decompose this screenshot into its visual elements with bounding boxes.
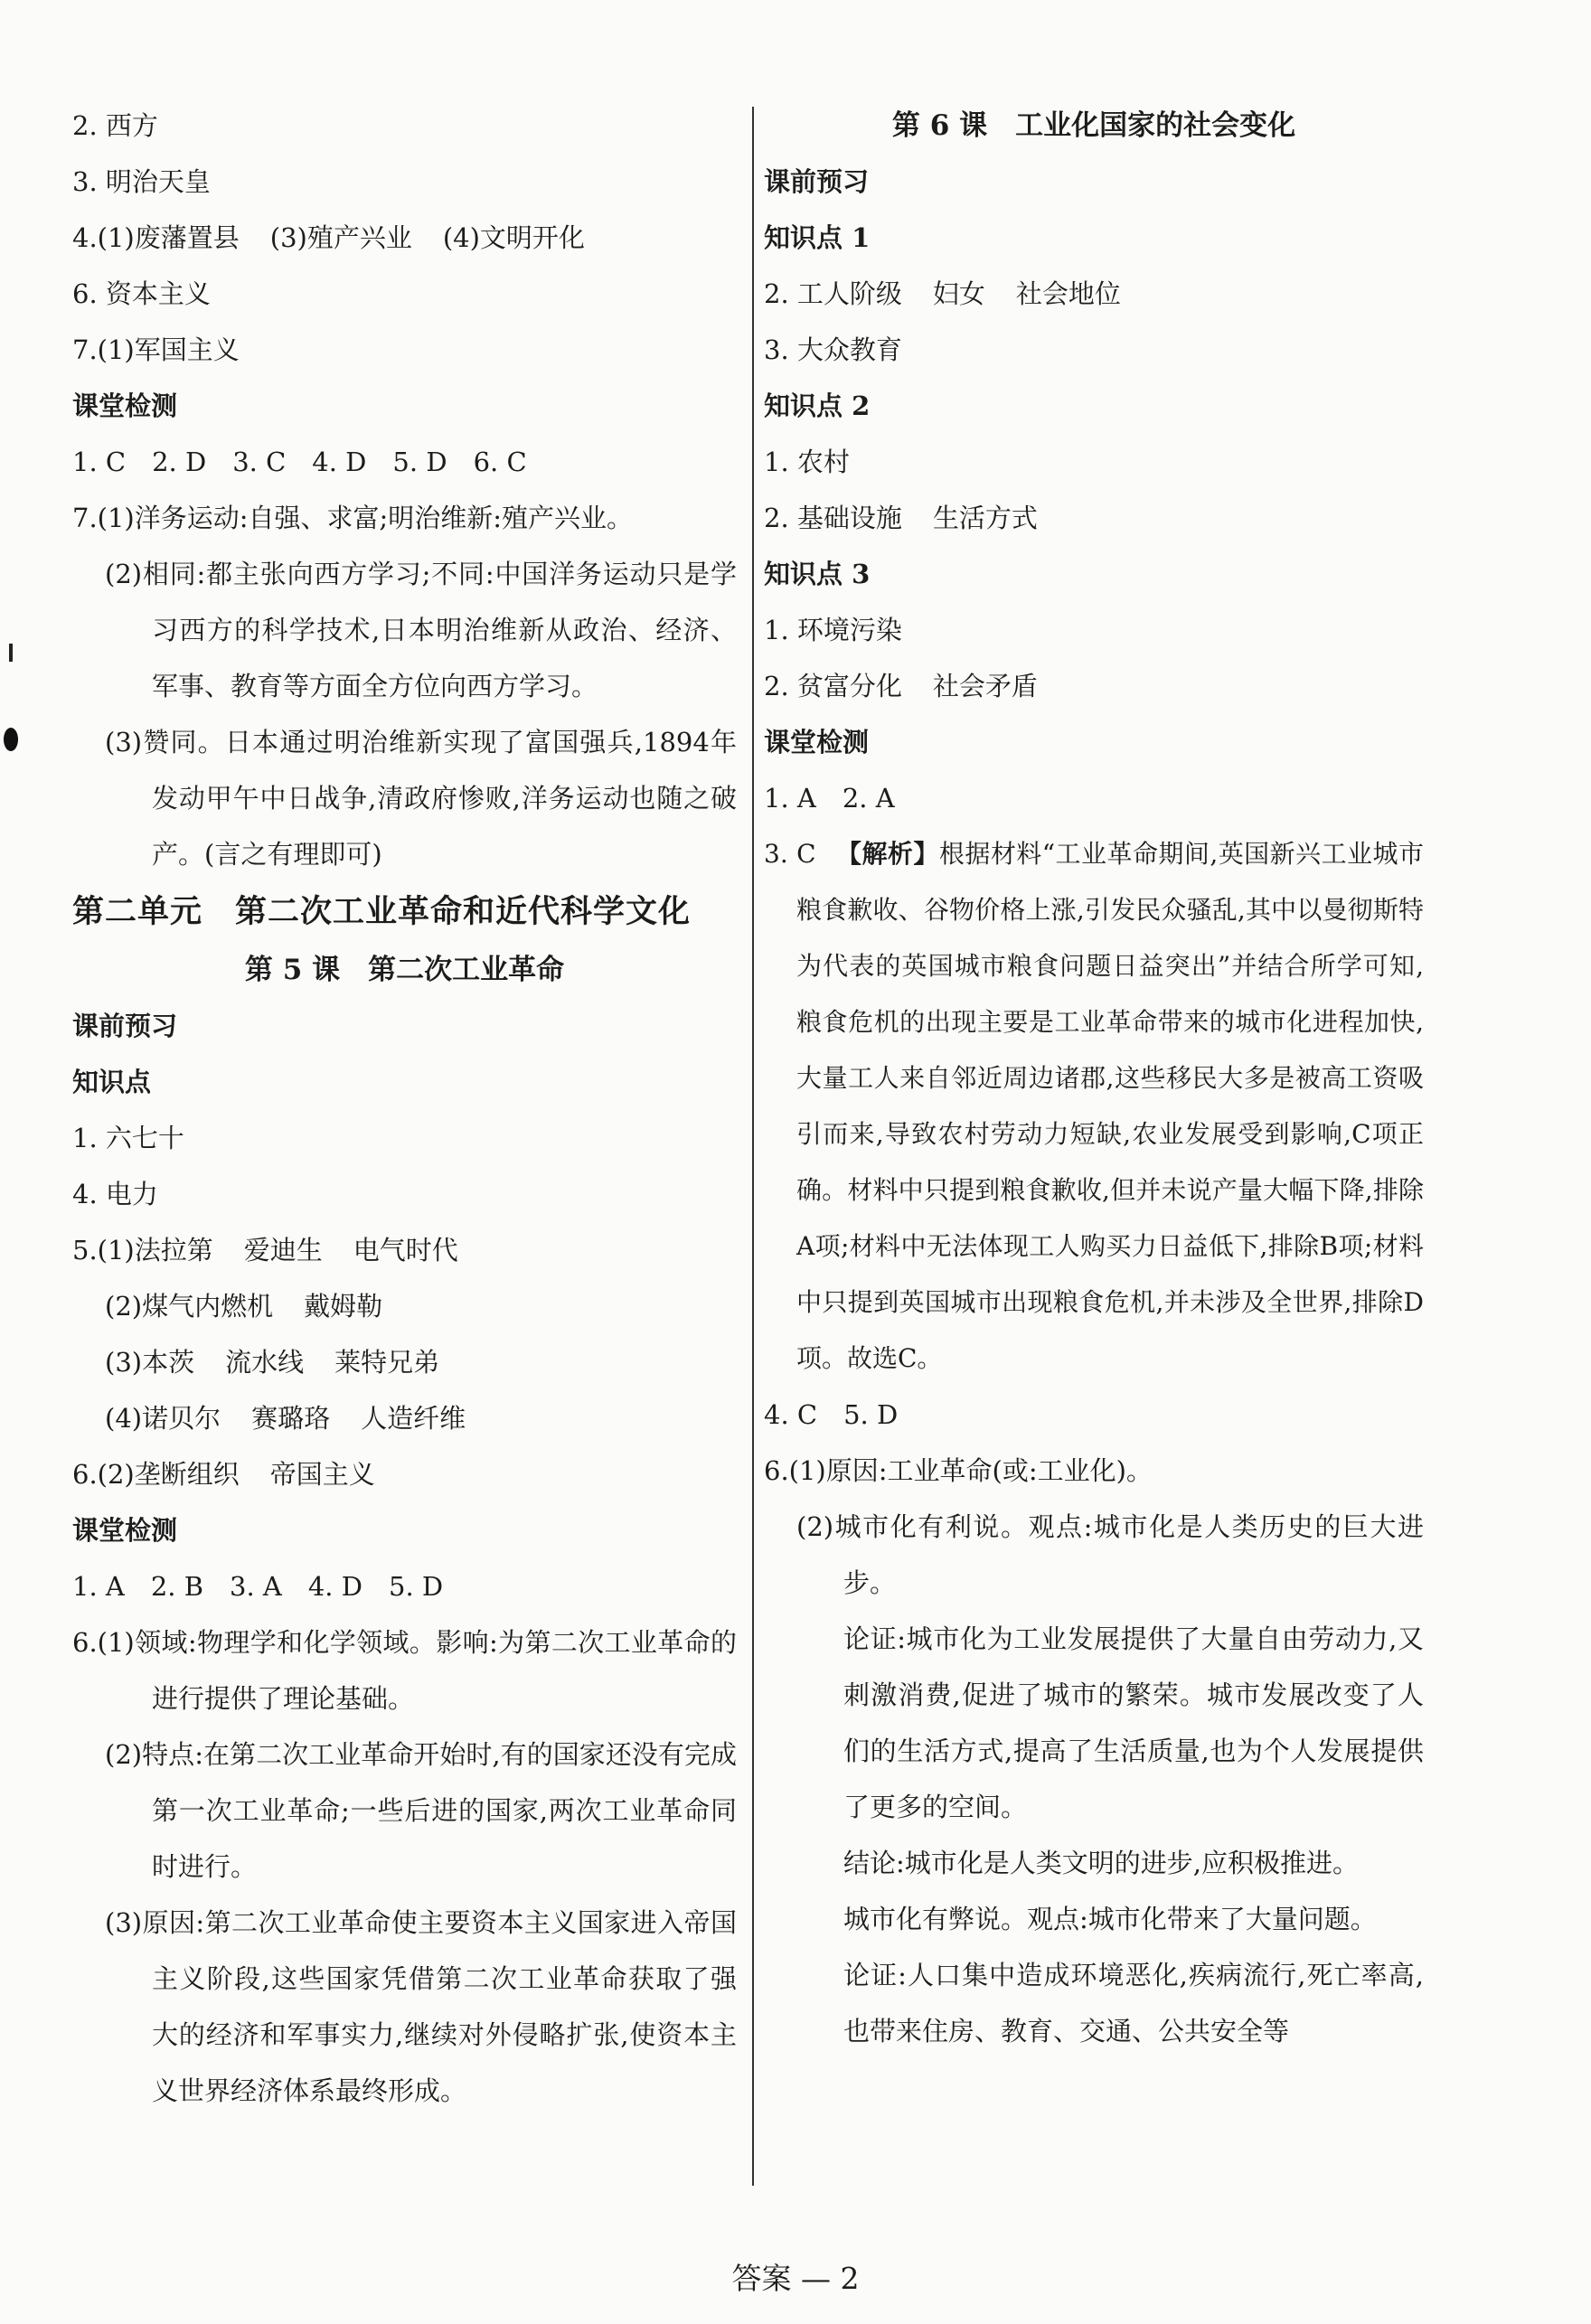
unit-title: 第二单元 第二次工业革命和近代科学文化 xyxy=(72,893,692,930)
answer-line: 2. 贫富分化 社会矛盾 xyxy=(764,671,1038,701)
knowledge-point-heading: 知识点 3 xyxy=(764,559,871,589)
answer-line: 6.(2)垄断组织 帝国主义 xyxy=(72,1459,375,1490)
knowledge-point-heading: 知识点 2 xyxy=(764,390,871,421)
analysis-tag: 【解析】 xyxy=(835,839,939,869)
answer-line: 4. C 5. D xyxy=(764,1399,899,1430)
answer-line: 1. 六七十 xyxy=(72,1123,184,1153)
section-heading: 课前预习 xyxy=(72,1011,178,1041)
lesson-title: 第 6 课 工业化国家的社会变化 xyxy=(891,109,1296,142)
answer-line: 2. 工人阶级 妇女 社会地位 xyxy=(764,278,1121,309)
answer-paragraph: 城市化有弊说。观点:城市化带来了大量问题。 xyxy=(843,1904,1377,1934)
answer-line: 4. 电力 xyxy=(72,1179,158,1209)
section-heading: 课堂检测 xyxy=(72,390,178,421)
answer-line: (4)诺贝尔 赛璐珞 人造纤维 xyxy=(105,1403,466,1434)
section-heading: 课堂检测 xyxy=(764,727,870,757)
answer-paragraph: 论证:人口集中造成环境恶化,疾病流行,死亡率高,也带来住房、教育、交通、公共安全等 xyxy=(843,1960,1424,2046)
answer-line: 1. 农村 xyxy=(764,447,850,477)
answer-line: 4.(1)废藩置县 (3)殖产兴业 (4)文明开化 xyxy=(72,222,585,253)
section-heading: 课前预习 xyxy=(764,166,870,197)
answer-line: 6. 资本主义 xyxy=(72,278,211,309)
answer-line: 7.(1)军国主义 xyxy=(72,334,240,365)
lesson-title: 第 5 课 第二次工业革命 xyxy=(244,954,565,986)
page-footer: 答案 — 2 xyxy=(731,2261,860,2296)
answer-line: 1. C 2. D 3. C 4. D 5. D 6. C xyxy=(72,447,527,477)
answer-line: 5.(1)法拉第 爱迪生 电气时代 xyxy=(72,1235,458,1265)
answer-line: 2. 西方 xyxy=(72,110,158,141)
left-column xyxy=(72,98,737,2119)
answer-line: 6.(1)原因:工业革命(或:工业化)。 xyxy=(764,1455,1153,1486)
column-divider xyxy=(752,107,754,2186)
answer-paragraph: 结论:城市化是人类文明的进步,应积极推进。 xyxy=(843,1848,1359,1878)
answer-line: 3. 大众教育 xyxy=(764,334,902,365)
scan-mark xyxy=(9,644,13,662)
answer-line: 1. 环境污染 xyxy=(764,615,902,645)
answer-line: 1. A 2. A xyxy=(764,783,895,814)
answer-line: 2. 基础设施 生活方式 xyxy=(764,503,1038,533)
answer-paragraph: 6.(1)领域:物理学和化学领域。影响:为第二次工业革命的进行提供了理论基础。 xyxy=(72,1627,737,1714)
section-heading: 课堂检测 xyxy=(72,1515,178,1546)
answer-line: 3. 明治天皇 xyxy=(72,166,211,197)
right-column xyxy=(764,98,1424,2059)
scan-blot xyxy=(4,728,18,751)
answer-paragraph: (3)原因:第二次工业革命使主要资本主义国家进入帝国主义阶段,这些国家凭借第二次工业革命获取了强大的经济和军事实力,继续对外侵略扩张,使资本主义世界经济体系最终形成。 xyxy=(105,1907,737,2106)
answer-line: (2)煤气内燃机 戴姆勒 xyxy=(105,1291,383,1322)
answer-paragraph: (3)赞同。日本通过明治维新实现了富国强兵,1894年发动甲午中日战争,清政府惨败,洋务运动也随之破产。(言之有理即可) xyxy=(105,727,737,870)
answer-paragraph: (2)特点:在第二次工业革命开始时,有的国家还没有完成第一次工业革命;一些后进的国家,两次工业革命同时进行。 xyxy=(105,1739,737,1882)
answer-paragraph: (2)城市化有利说。观点:城市化是人类历史的巨大进步。 xyxy=(796,1511,1424,1598)
answer-paragraph: (2)相同:都主张向西方学习;不同:中国洋务运动只是学习西方的科学技术,日本明治维新从政治、经济、军事、教育等方面全方位向西方学习。 xyxy=(105,559,737,701)
answer-line: 7.(1)洋务运动:自强、求富;明治维新:殖产兴业。 xyxy=(72,503,634,533)
answer-paragraph: 论证:城市化为工业发展提供了大量自由劳动力,又刺激消费,促进了城市的繁荣。城市发展改变了人们的生活方式,提高了生活质量,也为个人发展提供了更多的空间。 xyxy=(843,1623,1424,1822)
answer-line: 1. A 2. B 3. A 4. D 5. D xyxy=(72,1571,444,1602)
knowledge-point-heading: 知识点 xyxy=(72,1067,152,1097)
knowledge-point-heading: 知识点 1 xyxy=(764,222,871,253)
answer-line: (3)本茨 流水线 莱特兄弟 xyxy=(105,1347,440,1378)
analysis-paragraph: 3. C 【解析】根据材料“工业革命期间,英国新兴工业城市粮食歉收、谷物价格上涨,引发民众骚乱,其中以曼彻斯特为代表的英国城市粮食问题日益突出”并结合所学可知,粮食危机的出现主要是工业革命带来的城市化进程加快,大量工人来自邻近周边诸郡,这些移民大多是被高工资吸引而来,导致农村劳动力短缺,农业发展受到影响,C项正确。材料中只提到粮食歉收,但并未说产量大幅下降,排除A项;材料中无法体现工人购买力日益低下,排除B项;材料中只提到英国城市出现粮食危机,并未涉及全世界,排除D项。故选C。 xyxy=(764,839,1424,1373)
